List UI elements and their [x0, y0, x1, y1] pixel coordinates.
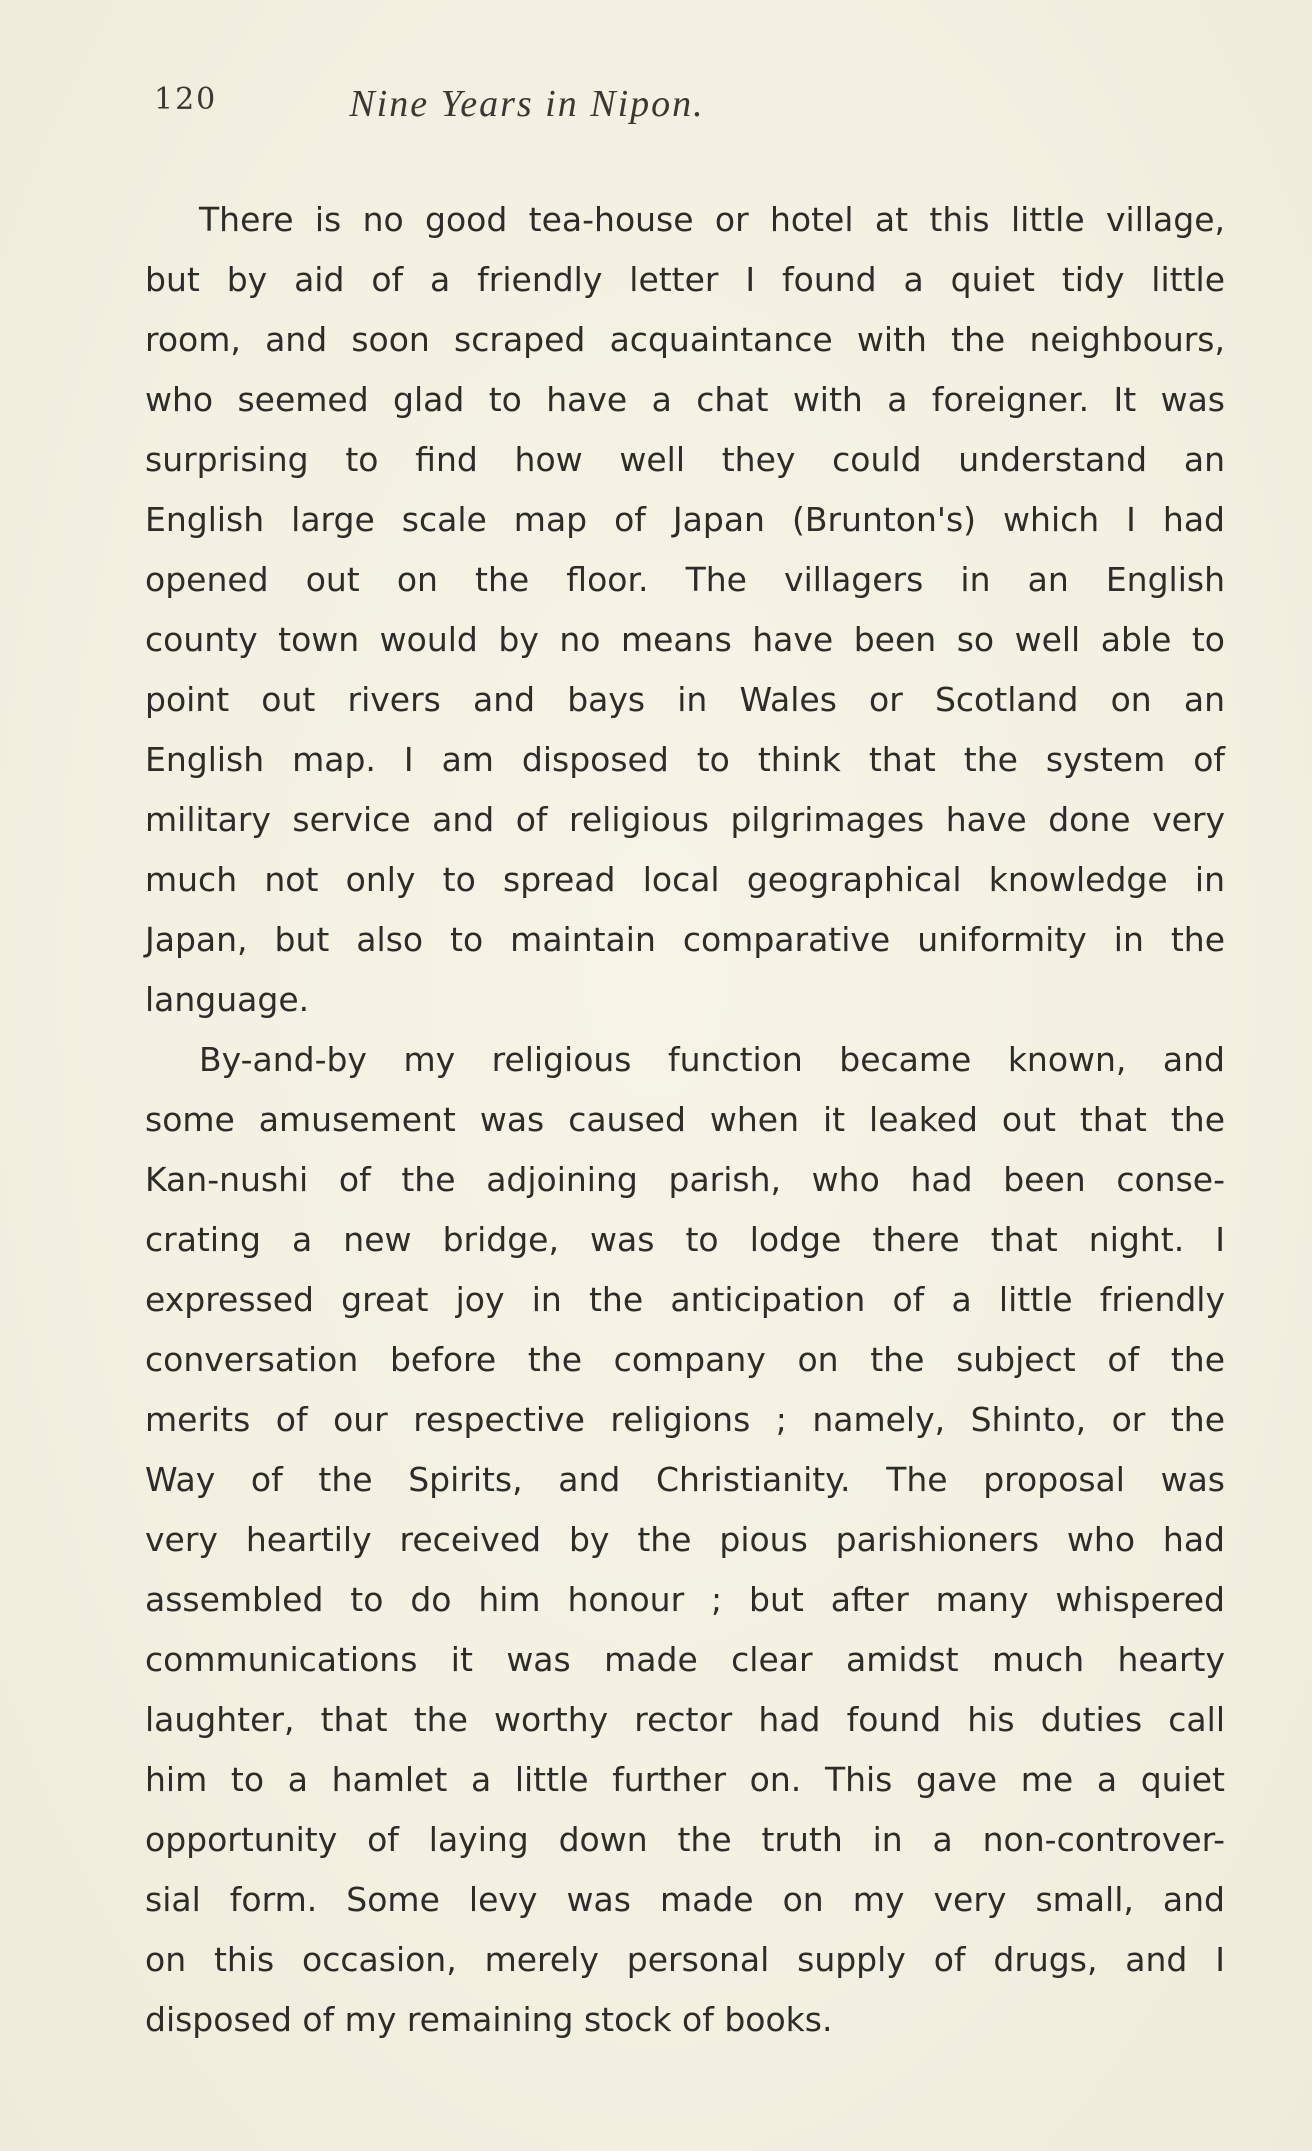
- text-line: opportunity of laying down the truth in a non-controver-: [145, 1820, 1225, 1859]
- text-line: military service and of religious pilgrimages have done very: [145, 800, 1225, 839]
- text-line: but by aid of a friendly letter I found a quiet tidy little: [145, 260, 1225, 299]
- page-header: [154, 82, 900, 132]
- text-line: on this occasion, merely personal supply of drugs, and I: [145, 1940, 1225, 1979]
- text-line: communications it was made clear amidst much hearty: [145, 1640, 1225, 1679]
- text-line: sial form. Some levy was made on my very small, and: [145, 1880, 1225, 1919]
- text-line: some amusement was caused when it leaked out that the: [145, 1100, 1225, 1139]
- text-line: him to a hamlet a little further on. This gave me a quiet: [145, 1760, 1225, 1799]
- text-line: very heartily received by the pious parishioners who had: [145, 1520, 1225, 1559]
- text-line: merits of our respective religions ; namely, Shinto, or the: [145, 1400, 1225, 1439]
- body-text: [145, 190, 1225, 2050]
- text-line: English large scale map of Japan (Brunton's) which I had: [145, 500, 1225, 539]
- text-line: expressed great joy in the anticipation of a little friendly: [145, 1280, 1225, 1319]
- running-title: Nine Years in Nipon.: [349, 83, 705, 125]
- text-line: disposed of my remaining stock of books.: [145, 2000, 833, 2039]
- text-line: much not only to spread local geographical knowledge in: [145, 860, 1225, 899]
- text-line: surprising to find how well they could understand an: [145, 440, 1225, 479]
- text-line: opened out on the floor. The villagers in an English: [145, 560, 1225, 599]
- text-line: Japan, but also to maintain comparative uniformity in the: [145, 920, 1225, 959]
- text-line: language.: [145, 980, 310, 1019]
- paragraph-1: [145, 190, 1225, 1030]
- text-line: room, and soon scraped acquaintance with the neighbours,: [145, 320, 1225, 359]
- text-line: assembled to do him honour ; but after many whispered: [145, 1580, 1225, 1619]
- text-line: There is no good tea-house or hotel at this little village,: [199, 200, 1225, 239]
- text-line: crating a new bridge, was to lodge there that night. I: [145, 1220, 1225, 1259]
- text-line: who seemed glad to have a chat with a foreigner. It was: [145, 380, 1225, 419]
- text-line: point out rivers and bays in Wales or Scotland on an: [145, 680, 1225, 719]
- text-line: conversation before the company on the subject of the: [145, 1340, 1225, 1379]
- text-line: By-and-by my religious function became known, and: [199, 1040, 1225, 1079]
- text-line: Way of the Spirits, and Christianity. The proposal was: [145, 1460, 1225, 1499]
- text-line: Kan-nushi of the adjoining parish, who had been conse-: [145, 1160, 1225, 1199]
- text-line: laughter, that the worthy rector had found his duties call: [145, 1700, 1225, 1739]
- paragraph-2: [145, 1030, 1225, 2050]
- text-line: county town would by no means have been so well able to: [145, 620, 1225, 659]
- page-number: 120: [154, 82, 218, 117]
- text-line: English map. I am disposed to think that the system of: [145, 740, 1225, 779]
